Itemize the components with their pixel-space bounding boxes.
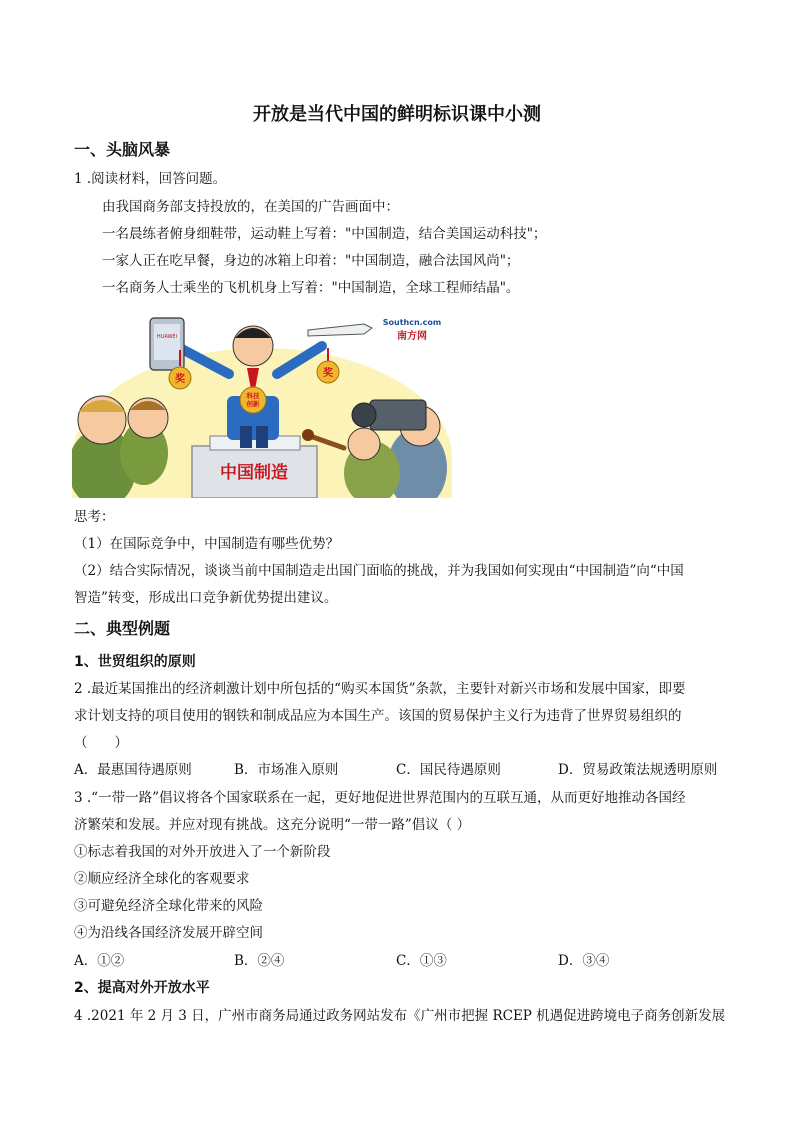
medal-center-text-1: 科技 [246, 392, 260, 400]
medal-left-text: 奖 [175, 374, 185, 385]
q3-option-b[interactable]: B．②④ [234, 953, 285, 969]
q4-line-1: 4 .2021 年 2 月 3 日，广州市商务局通过政务网站发布《广州市把握 RCEP 机遇促进跨境电子商务创新发展 [74, 1008, 726, 1024]
q2-option-c[interactable]: C．国民待遇原则 [396, 762, 501, 778]
southcn-logo [372, 318, 452, 342]
logo-line-1: Southcn.com [382, 318, 442, 327]
q2-option-d[interactable]: D．贸易政策法规透明原则 [558, 762, 718, 778]
page-title: 开放是当代中国的鲜明标识课中小测 [253, 104, 541, 125]
think-question-1: （1）在国际竞争中，中国制造有哪些优势？ [74, 536, 340, 552]
q3-item-3: ③可避免经济全球化带来的风险 [74, 898, 263, 914]
q2-option-a[interactable]: A．最惠国待遇原则 [74, 762, 192, 778]
material-line-4: 一名商务人士乘坐的飞机机身上写着："中国制造，全球工程师结晶"。 [102, 280, 520, 296]
q2-line-2: 求计划支持的项目使用的钢铁和制成品应为本国生产。该国的贸易保护主义行为违背了世界贸易组织的 [74, 708, 682, 724]
q3-line-2: 济繁荣和发展。并应对现有挑战。这充分说明“一带一路”倡议（ ） [74, 817, 471, 833]
q3-line-1: 3 .“一带一路”倡议将各个国家联系在一起，更好地促进世界范围内的互联互通，从而更好地推动各国经 [74, 790, 686, 806]
q3-item-1: ①标志着我国的对外开放进入了一个新阶段 [74, 844, 331, 860]
q3-option-c[interactable]: C．①③ [396, 953, 447, 969]
q2-line-3: （ ） [74, 735, 128, 751]
subsection-2-heading: 2、提高对外开放水平 [74, 980, 210, 996]
section2-heading: 二、典型例题 [74, 619, 171, 638]
q1-intro: 1 .阅读材料，回答问题。 [74, 171, 227, 187]
q3-item-4: ④为沿线各国经济发展开辟空间 [74, 925, 263, 941]
medal-center-text-2: 创新 [246, 400, 260, 408]
think-question-2-line-2: 智造”转变，形成出口竞争新优势提出建议。 [74, 590, 338, 606]
q3-option-a[interactable]: A．①② [74, 953, 125, 969]
section1-heading: 一、头脑风暴 [74, 140, 171, 159]
material-line-3: 一家人正在吃早餐，身边的冰箱上印着："中国制造，融合法国风尚"； [102, 253, 520, 269]
subsection-1-heading: 1、世贸组织的原则 [74, 654, 196, 670]
q3-item-2: ②顺应经济全球化的客观要求 [74, 871, 250, 887]
medal-right-text: 奖 [323, 368, 333, 379]
material-line-1: 由我国商务部支持投放的，在美国的广告画面中： [102, 199, 399, 215]
phone-brand: HUAWEI [156, 334, 178, 340]
cartoon-illustration [72, 308, 452, 498]
think-label: 思考： [74, 509, 115, 525]
material-line-2: 一名晨练者俯身细鞋带，运动鞋上写着："中国制造，结合美国运动科技"； [102, 226, 547, 242]
q2-option-b[interactable]: B．市场准入原则 [234, 762, 339, 778]
q2-line-1: 2 .最近某国推出的经济刺激计划中所包括的“购买本国货”条款，主要针对新兴市场和发展中国家，即要 [74, 681, 686, 697]
q3-option-d[interactable]: D．③④ [558, 953, 610, 969]
think-question-2-line-1: （2）结合实际情况，谈谈当前中国制造走出国门面临的挑战，并为我国如何实现由“中国制造”向“中国 [74, 563, 684, 579]
logo-line-2: 南方网 [397, 331, 427, 342]
podium-text: 中国制造 [220, 463, 288, 483]
